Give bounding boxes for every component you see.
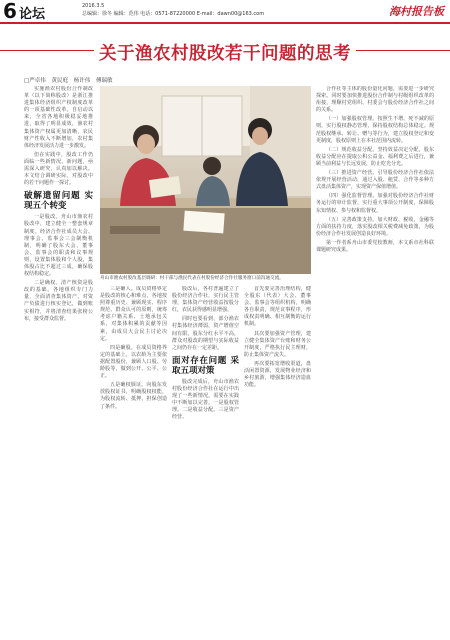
paragraph: （五）完善政策支持。加大财政、税收、金融等方面的扶持力度，落实股改相关税费减免政策，为股份经济合作社发展创造良好环境。 xyxy=(316,216,434,237)
article-column-2 xyxy=(100,286,167,632)
paragraph: 五是确权颁证。向股东发放股权证书，明确股权权能，为股权流转、抵押、担保创造了条件。 xyxy=(100,382,167,410)
editor-contact: 总编辑：徐冬 编辑：范伟 电话：0571-87220000 E-mail：dawn00@163.com xyxy=(82,11,265,17)
issue-date: 2016.3.5 xyxy=(82,3,105,9)
paragraph: （三）推进资产经营。引导股份经济合作社依法依规开展经营活动，通过入股、租赁、合作等多种方式盘活集体资产，实现资产保值增值。 xyxy=(316,170,434,191)
article-photo xyxy=(100,86,311,274)
photo-illustration xyxy=(100,86,311,274)
page-header xyxy=(0,0,450,24)
section-title: 论坛 xyxy=(19,7,46,22)
photo-caption: 舟山市渔农村股改基层调研：村干部与渔民代表在村股份经济合作社服务窗口前沟通交流。 xyxy=(100,276,284,281)
article-column-4 xyxy=(244,286,311,632)
headline-wrapper xyxy=(0,40,450,65)
paragraph: （一）加强股权管理。按照生不增、死不减的原则，实行股权静态管理，保持股权结构总体稳定。规范股权继承、转让、赠与等行为，建立股权登记和变更制度，股权原则上在本社范围内流转。 xyxy=(316,116,434,144)
paragraph: 但在实践中，股改工作仍面临一些新情况、新问题，亟需深入研究，认真加以解决。本文结合调研实际，对股改中的若干问题作一探讨。 xyxy=(24,151,93,187)
newspaper-masthead: 海村报告板 xyxy=(389,5,444,18)
article-column-1 xyxy=(24,86,93,632)
paragraph: 第一作者系舟山市委党校教师，本文系市社科联课题研究成果。 xyxy=(316,239,434,253)
article-column-3 xyxy=(172,286,239,632)
byline xyxy=(24,76,117,84)
paragraph: 其次要加强资产管理，建立健全集体资产台账和财务公开制度，严格执行民主理财，防止集体资产流失。 xyxy=(244,330,311,358)
author-4: 傅瑞敏 xyxy=(95,78,113,84)
paragraph: 实施渔农村股份合作制改革（以下简称股改）是浙江推进集体经济组织产权制度改革的一项基础性改革。自启动以来，全省各地积极稳妥地推进，取得了明显成效，渔农村集体资产权属更加清晰，农民财产性收入不断增加，农村集体经济发展活力进一步激发。 xyxy=(24,86,93,149)
paragraph: 四是确股。在成员资格界定的基础上，以农龄为主要依据配置股份，兼顾人口股、劳龄股等，做到公开、公平、公正。 xyxy=(100,344,167,380)
paragraph: 合作社等主体的股份量化问题，需要进一步研究探索。同时要加快推进股份合作制与村级组织改革的衔接，理顺村党组织、村委会与股份经济合作社之间的关系。 xyxy=(316,86,434,114)
paragraph: （二）规范收益分配。坚持效益决定分配，股东收益分配应在提取公积公益金、福利费之后进行，兼顾当前利益与长远发展，防止吃光分光。 xyxy=(316,146,434,167)
paragraph: 股改完成后，舟山市渔农村股份经济合作社在运行中出现了一些新情况，需要在实践中不断加以完善。一是股权管理。二是收益分配。三是资产经营。 xyxy=(172,378,239,421)
subheading-2: 面对存在问题 采取五项对策 xyxy=(172,355,239,376)
article-column-5 xyxy=(316,86,434,632)
paragraph: 同时也要看到，部分渔农村集体经济薄弱，资产增值空间有限，股东分红水平不高，群众对股改的期望与实际收益之间仍存在一定差距。 xyxy=(172,316,239,351)
subheading-1: 破解遗留问题 实现五个转变 xyxy=(24,191,93,212)
author-3: 杨许伟 xyxy=(73,78,91,84)
paragraph: （四）强化监督管理。加强对股份经济合作社财务运行的审计监督，实行重大事项公开制度，保障股东知情权、参与权和监督权。 xyxy=(316,193,434,214)
paragraph: 再次要拓宽增收渠道，盘活闲置资源，发展物业经济和乡村旅游，增强集体经济造血功能。 xyxy=(244,360,311,389)
paragraph: 一是股改。舟山市渔农村股改中，建立健全一整套规章制度。经济合作社成员大会、理事会、监事会三会制衡机制，明确了股东大会、董事会、监事会的职责和议事规则，设置集体股和个人股，集体股占比不超过三成，确保股权结构稳定。 xyxy=(24,214,93,278)
paragraph: 股改后，各村普遍建立了股份经济合作社，实行民主管理，集体资产经营收益按股分红，农民获得感明显增强。 xyxy=(172,286,239,314)
author-1: □严卓伟 xyxy=(24,78,46,84)
paragraph: 二是确权。清产核资是股改的基础。各地组织专门力量，全面清查集体资产，对资产负债进行核实登记，做到账实相符，并将清查结果张榜公布，接受群众监督。 xyxy=(24,280,93,322)
article-headline: 关于渔农村股改若干问题的思考 xyxy=(94,44,356,64)
page-number: 6 xyxy=(3,0,17,23)
paragraph: 三是确人。成员资格界定是股改的核心和难点，各地按照尊重历史、兼顾现实、程序规范、群众认可的原则，统筹考虑户籍关系、土地承包关系、对集体积累的贡献等因素，由成员大会民主讨论决定。 xyxy=(100,286,167,342)
paragraph: 首先要完善治理结构，健全股东（代表）大会、董事会、监事会等组织机构，明确各自职责，规范议事程序，形成权责明确、相互制衡的运行机制。 xyxy=(244,286,311,328)
author-2: 黄民庭 xyxy=(51,78,68,84)
